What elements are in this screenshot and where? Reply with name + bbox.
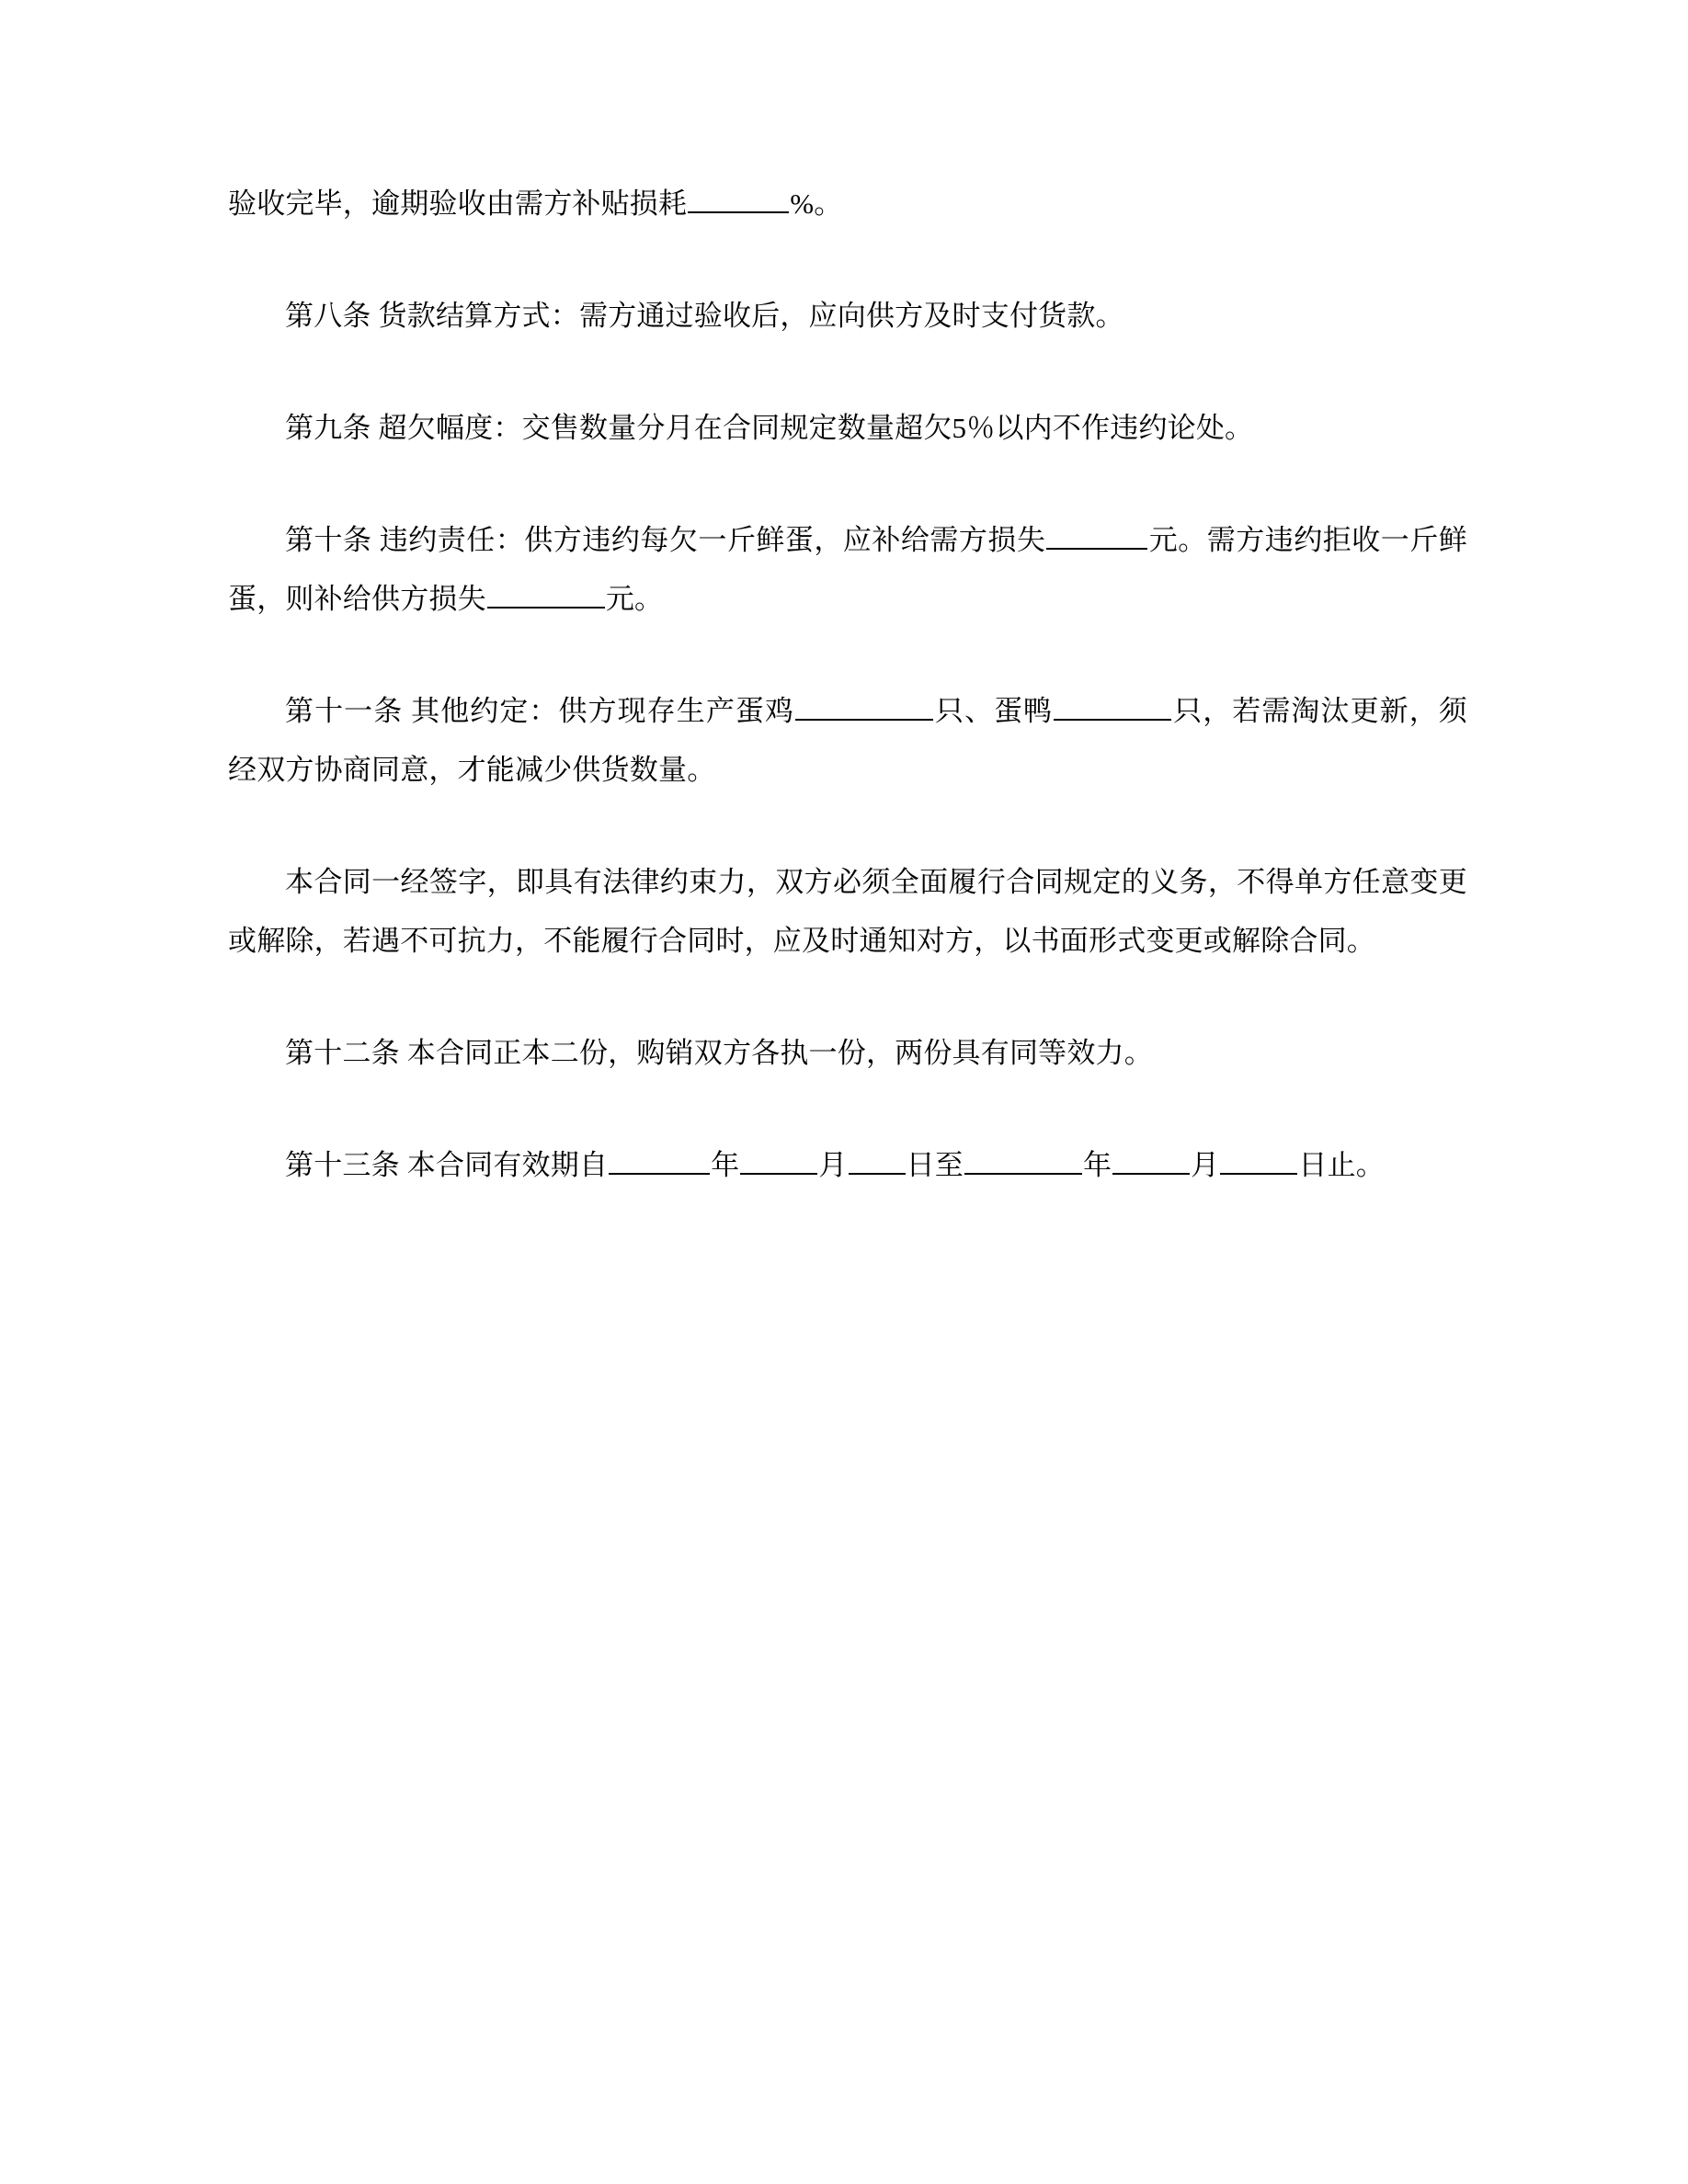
fill-in-blank[interactable] bbox=[740, 1145, 817, 1175]
fill-in-blank[interactable] bbox=[688, 184, 789, 213]
text-run: 第十二条 本合同正本二份，购销双方各执一份，两份具有同等效力。 bbox=[285, 1037, 1153, 1069]
text-run: 第十条 违约责任：供方违约每欠一斤鲜蛋，应补给需方损失 bbox=[285, 524, 1046, 556]
fill-in-blank[interactable] bbox=[1046, 520, 1147, 550]
text-run: 日止。 bbox=[1298, 1149, 1385, 1181]
fill-in-blank[interactable] bbox=[849, 1145, 906, 1175]
paragraph-p-article-8 bbox=[228, 287, 1467, 346]
text-run: 第九条 超欠幅度：交售数量分月在合同规定数量超欠5％以内不作违约论处。 bbox=[285, 412, 1254, 444]
paragraph-p-article-11 bbox=[228, 682, 1467, 800]
text-run: 第八条 货款结算方式：需方通过验收后，应向供方及时支付货款。 bbox=[285, 300, 1124, 332]
text-run: 只、蛋鸭 bbox=[934, 695, 1054, 727]
fill-in-blank[interactable] bbox=[964, 1145, 1082, 1175]
text-run: 第十一条 其他约定：供方现存生产蛋鸡 bbox=[285, 695, 795, 727]
text-run: 年 bbox=[1082, 1149, 1112, 1181]
text-run: 验收完毕，逾期验收由需方补贴损耗 bbox=[228, 188, 688, 220]
text-run: 第十三条 本合同有效期自 bbox=[285, 1149, 609, 1181]
paragraph-p-verify-tail bbox=[228, 175, 1467, 233]
fill-in-blank[interactable] bbox=[1054, 691, 1171, 721]
text-run: 只，若需淘汰更新，须经双方协商同意，才能减少供货数量。 bbox=[228, 695, 1467, 786]
paragraph-p-article-13 bbox=[228, 1136, 1467, 1195]
text-run: 年 bbox=[711, 1149, 740, 1181]
fill-in-blank[interactable] bbox=[1112, 1145, 1190, 1175]
text-run: 日至 bbox=[906, 1149, 964, 1181]
paragraph-p-article-10 bbox=[228, 511, 1467, 629]
paragraph-p-article-9 bbox=[228, 399, 1467, 458]
fill-in-blank[interactable] bbox=[795, 691, 933, 721]
fill-in-blank[interactable] bbox=[487, 579, 605, 609]
fill-in-blank[interactable] bbox=[1220, 1145, 1297, 1175]
text-run: 本合同一经签字，即具有法律约束力，双方必须全面履行合同规定的义务，不得单方任意变更或解除，若遇不可抗力，不能履行合同时，应及时通知对方，以书面形式变更或解除合同。 bbox=[228, 866, 1467, 957]
text-run: 元。 bbox=[605, 583, 664, 615]
text-run: 月 bbox=[1191, 1149, 1220, 1181]
text-run: 元。需方违约拒收一斤鲜蛋，则补给供方损失 bbox=[228, 524, 1467, 615]
fill-in-blank[interactable] bbox=[609, 1145, 710, 1175]
document-body bbox=[228, 175, 1467, 1195]
paragraph-p-general-clause bbox=[228, 853, 1467, 971]
paragraph-p-article-12 bbox=[228, 1024, 1467, 1083]
text-run: %。 bbox=[790, 188, 843, 220]
text-run: 月 bbox=[818, 1149, 848, 1181]
